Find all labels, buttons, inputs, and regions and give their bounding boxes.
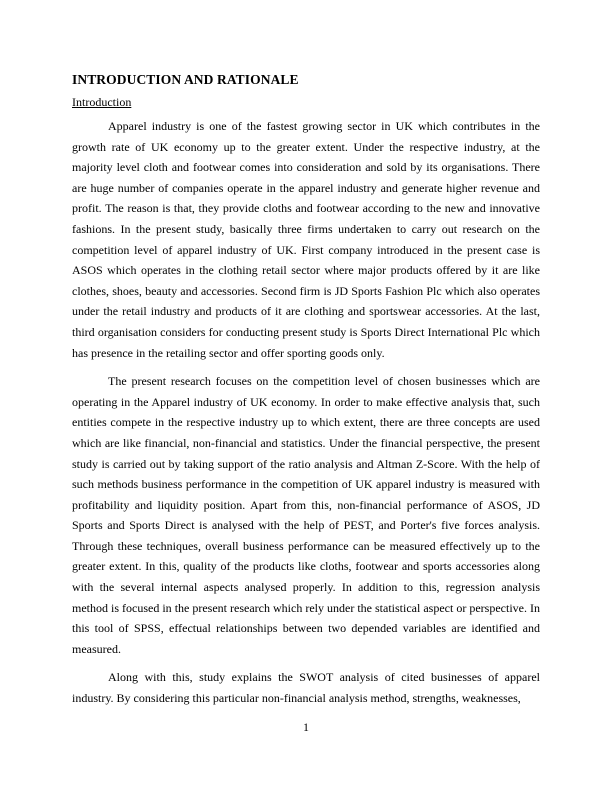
body-text xyxy=(72,116,540,717)
subsection-heading: Introduction xyxy=(72,95,132,109)
page-number: 1 xyxy=(303,720,309,734)
paragraph: Apparel industry is one of the fastest growing sector in UK which contributes in the growth rate of UK economy up to the greater extent. Under the respective industry, at the majority level cloth and footwear comes into consideration and sold by its organisations. There are huge number of companies operate in the apparel industry and generate higher revenue and profit. The reason is that, they provide cloths and footwear according to the new and innovative fashions. In the present study, basically three firms undertaken to carry out research on the competition level of apparel industry of UK. First company introduced in the present case is ASOS which operates in the clothing retail sector where major products offered by it are like clothes, shoes, beauty and accessories. Second firm is JD Sports Fashion Plc which also operates under the retail industry and products of it are clothing and sportswear accessories. At the last, third organisation considers for conducting present study is Sports Direct International Plc which has presence in the retailing sector and offer sporting goods only. xyxy=(72,119,540,360)
paragraph: Along with this, study explains the SWOT analysis of cited businesses of apparel industry. By considering this particular non-financial analysis method, strengths, weaknesses, xyxy=(72,670,540,706)
section-heading: INTRODUCTION AND RATIONALE xyxy=(72,72,299,87)
paragraph: The present research focuses on the competition level of chosen businesses which are operating in the Apparel industry of UK economy. In order to make effective analysis that, such entities compete in the respective industry up to which extent, there are three concepts are used which are like financial, non-financial and statistics. Under the financial perspective, the present study is carried out by taking support of the ratio analysis and Altman Z-Score. With the help of such methods business performance in the competition of UK apparel industry is measured with profitability and liquidity position. Apart from this, non-financial performance of ASOS, JD Sports and Sports Direct is analysed with the help of PEST, and Porter's five forces analysis. Through these techniques, overall business performance can be measured effectively up to the greater extent. In this, quality of the products like cloths, footwear and sports accessories along with the several internal aspects analysed properly. In addition to this, regression analysis method is focused in the present research which rely under the statistical aspect or perspective. In this tool of SPSS, effectual relationships between two depended variables are identified and measured. xyxy=(72,374,540,656)
